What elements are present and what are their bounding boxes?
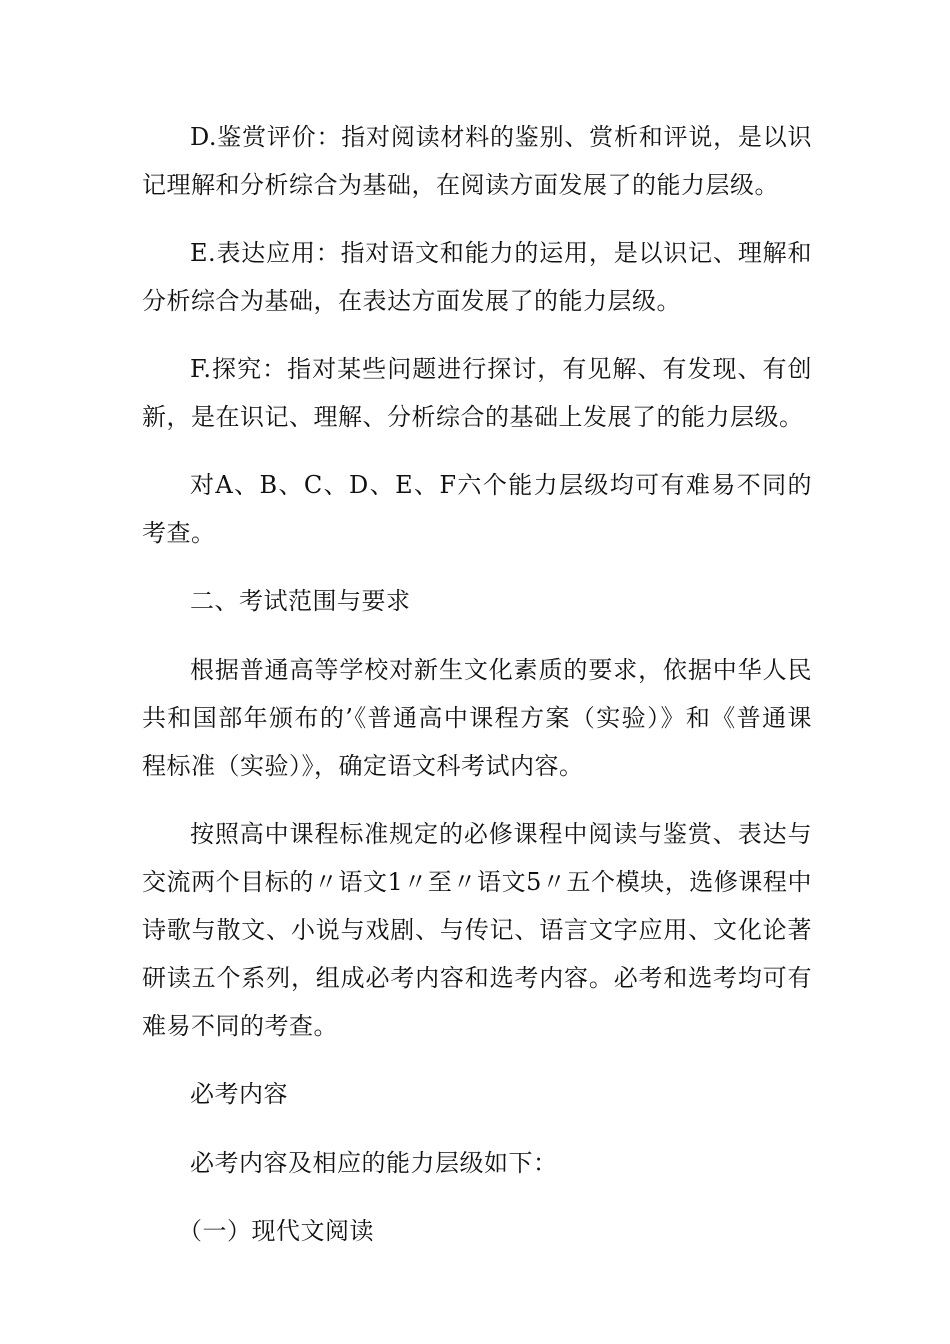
paragraph-exam-basis: 根据普通高等学校对新生文化素质的要求，依据中华人民共和国部年颁布的’《普通高中课程方案（实验）》和《普通课程标准（实验）》，确定语文科考试内容。: [142, 656, 812, 780]
document-page: [142, 113, 812, 1275]
subsection-heading-modern-reading: （一）现代文阅读: [178, 1217, 374, 1245]
paragraph-expression-application: E.表达应用：指对语文和能力的运用，是以识记、理解和分析综合为基础，在表达方面发展了的能力层级。: [142, 239, 812, 315]
paragraph-required-content-intro: 必考内容及相应的能力层级如下：: [190, 1149, 558, 1177]
paragraph-course-modules: 按照高中课程标准规定的必修课程中阅读与鉴赏、表达与交流两个目标的〃语文1〃至〃语文5〃五个模块，选修课程中诗歌与散文、小说与戏剧、与传记、语言文字应用、文化论著研读五个系列，组成必考内容和选考内容。必考和选考均可有难易不同的考查。: [142, 820, 812, 1040]
section-heading-exam-scope: 二、考试范围与要求: [190, 587, 411, 615]
paragraph-ability-levels-summary: 对A、B、C、D、E、F六个能力层级均可有难易不同的考查。: [142, 471, 812, 547]
section-heading-required-content: 必考内容: [190, 1080, 288, 1108]
paragraph-appreciation-evaluation: D.鉴赏评价：指对阅读材料的鉴别、赏析和评说，是以识记理解和分析综合为基础，在阅读方面发展了的能力层级。: [142, 123, 812, 199]
paragraph-exploration: F.探究：指对某些问题进行探讨，有见解、有发现、有创新，是在识记、理解、分析综合的基础上发展了的能力层级。: [142, 355, 812, 431]
